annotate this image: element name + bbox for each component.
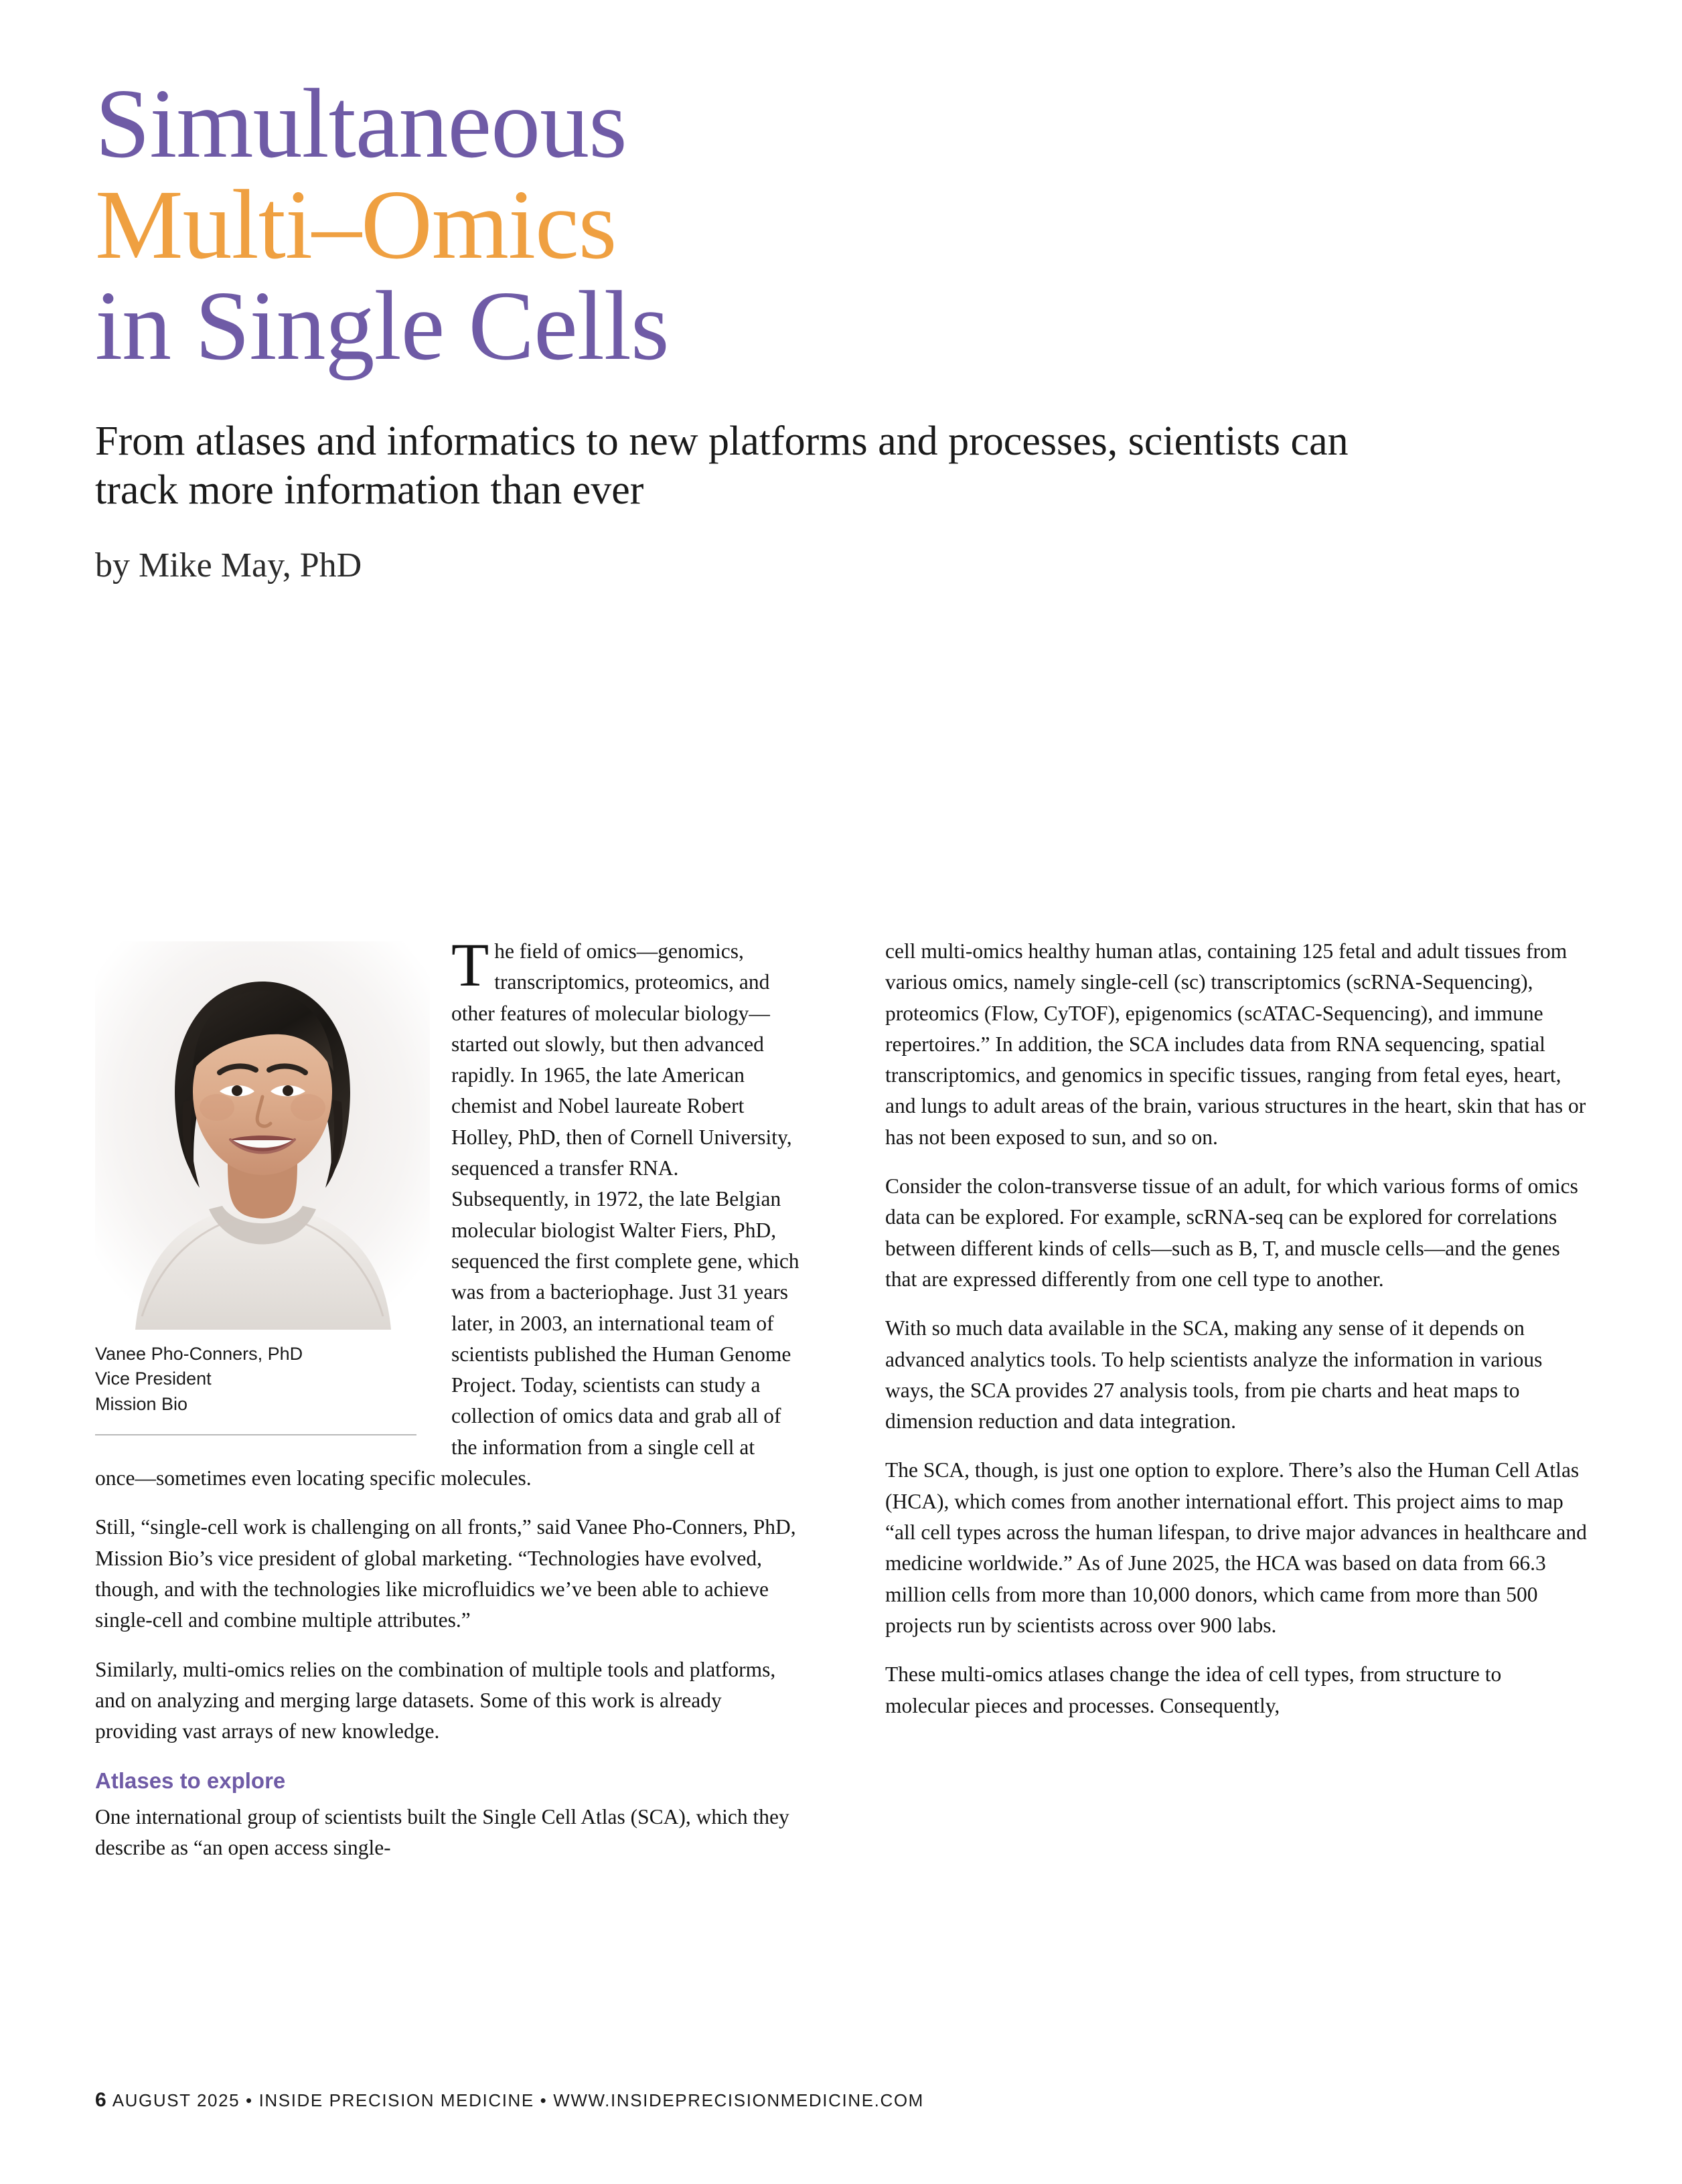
section-subhead: Atlases to explore (95, 1768, 286, 1794)
caption-divider (95, 1434, 416, 1435)
caption-role: Vice President (95, 1369, 212, 1389)
left-column (95, 931, 799, 1882)
drop-cap: T (451, 931, 489, 999)
article-byline: by Mike May, PhD (95, 546, 362, 585)
article-deck: From atlases and informatics to new platforms and processes, scientists can track more information than ever (95, 418, 1349, 514)
article-body (95, 931, 1588, 2047)
paragraph-right-5: These multi-omics atlases change the idea of cell types, from structure to molecular pieces and processes. Consequently, (885, 1662, 1502, 1717)
paragraph-left-4: One international group of scientists built the Single Cell Atlas (SCA), which they describe as “an open access single- (95, 1804, 789, 1860)
portrait-image (95, 941, 430, 1330)
portrait-figure (95, 941, 430, 1442)
page-footer (95, 2089, 924, 2112)
page-number: 6 (95, 2089, 108, 2111)
paragraph-right-1: cell multi-omics healthy human atlas, containing 125 fetal and adult tissues from various omics, namely single-cell (sc) transcriptomics (scRNA-Sequencing), proteomics (Flow, CyTOF), epigenomics (scATAC-Sequencing), and immune repertoires.” In addition, the SCA includes data from RNA sequencing, spatial transcriptomics, and genomics in specific tissues, ranging from fetal eyes, heart, and lungs to adult areas of the brain, various structures in the heart, skin that has or has not been exposed to sun, and so on. (885, 939, 1586, 1149)
paragraph-right-4: The SCA, though, is just one option to explore. There’s also the Human Cell Atlas (HCA), which comes from another international effort. This project aims to map “all cell types across the human lifespan, to drive major advances in healthcare and medicine worldwide.” As of June 2025, the HCA was based on data from 66.3 million cells from more than 10,000 donors, which came from more than 500 projects run by scientists across over 900 labs. (885, 1458, 1587, 1637)
paragraph-left-3: Similarly, multi-omics relies on the combination of multiple tools and platforms, and on analyzing and merging large datasets. Some of this work is already providing vast arrays of new knowledge. (95, 1657, 776, 1743)
page-title (95, 69, 1588, 381)
portrait-caption (95, 1342, 430, 1417)
footer-text: AUGUST 2025 • INSIDE PRECISION MEDICINE • WWW.INSIDEPRECISIONMEDICINE.COM (112, 2090, 924, 2110)
right-column (885, 936, 1590, 1739)
paragraph-left-1-text: he field of omics—genomics, transcriptomics, proteomics, and other features of molecular biology—started out slowly, but then advanced rapidly. In 1965, the late American chemist and Nobel laureate Robert Holley, PhD, then of Cornell University, sequenced a transfer RNA. Subsequently, in 1972, the late Belgian molecular biologist Walter Fiers, PhD, sequenced the first complete gene, which was from a bacteriophage. Just 31 years later, in 2003, an international team of scientists published the Human Genome Project. Today, scientists can study a collection of omics data and grab all of the information from a single cell at once—sometimes even locating specific molecules. (95, 939, 799, 1490)
title-line-1: Simultaneous (95, 69, 627, 179)
paragraph-right-3: With so much data available in the SCA, making any sense of it depends on advanced analytics tools. To help scientists analyze the information in various ways, the SCA provides 27 analysis tools, from pie charts and heat maps to dimension reduction and data integration. (885, 1316, 1543, 1433)
paragraph-right-2: Consider the colon-transverse tissue of an adult, for which various forms of omics data can be explored. For example, scRNA-seq can be explored for correlations between different kinds of cells—such as B, T, and muscle cells—and the genes that are expressed differently from one cell type to another. (885, 1174, 1578, 1291)
caption-name: Vanee Pho-Conners, PhD (95, 1344, 303, 1364)
portrait-illustration (95, 941, 430, 1330)
caption-org: Mission Bio (95, 1393, 188, 1414)
title-line-2: Multi–Omics (95, 169, 617, 280)
article-header (95, 69, 1588, 585)
paragraph-left-2: Still, “single-cell work is challenging on all fronts,” said Vanee Pho-Conners, PhD, Mission Bio’s vice president of global marketing. “Technologies have evolved, though, and with the technologies like microfluidics we’ve been able to achieve single-cell and combine multiple attributes.” (95, 1515, 796, 1632)
title-line-3: in Single Cells (95, 270, 669, 381)
